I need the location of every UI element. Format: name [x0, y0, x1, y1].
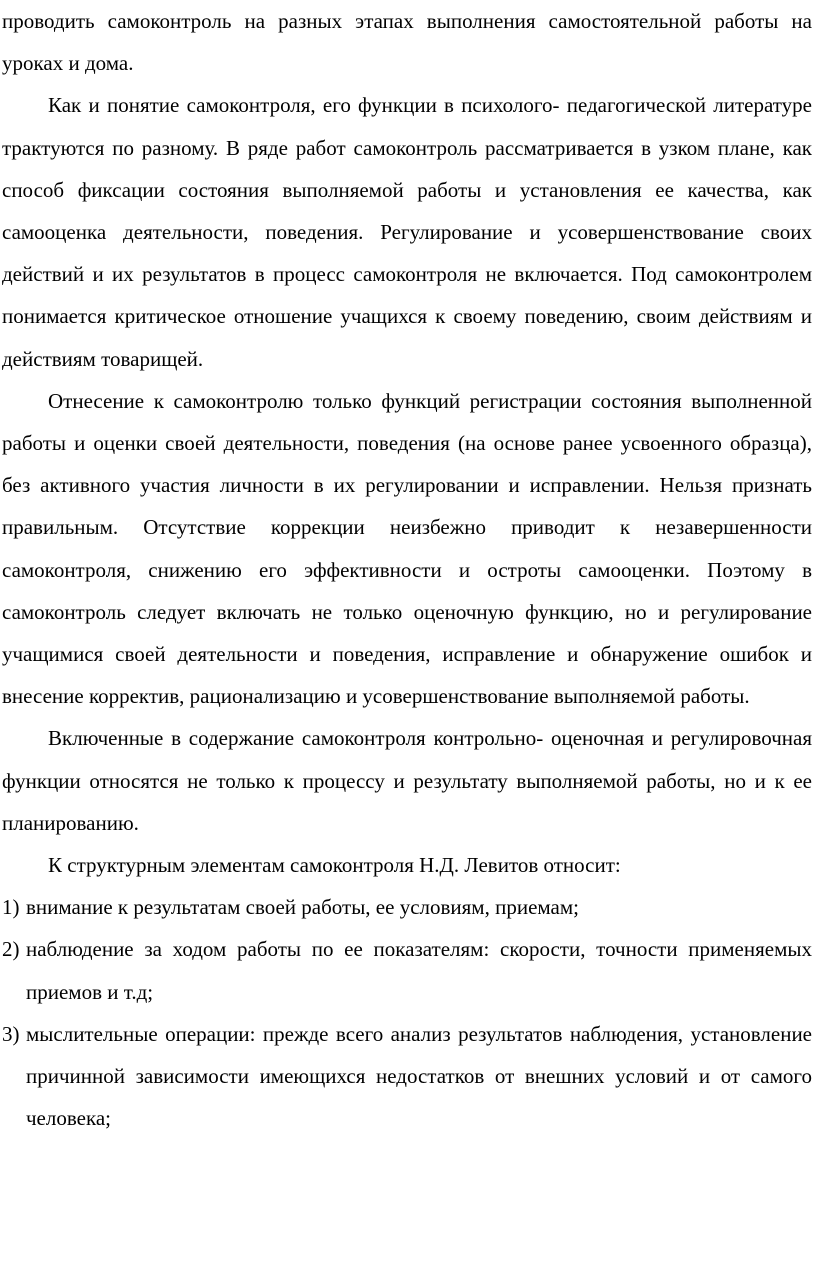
list-item-number: 1)	[2, 895, 20, 920]
structural-elements-list	[2, 886, 812, 1139]
list-item	[2, 1013, 812, 1140]
paragraph-functions: Отнесение к самоконтролю только функций регистрации состояния выполненной работы и оценки своей деятельности, поведения (на основе ранее усвоенного образца), без активного участия личности в их регулировании и исправлении. Нельзя признать правильным. Отсутствие коррекции неизбежно приводит к незавершенности самоконтроля, снижению его эффективности и остроты самооценки. Поэтому в самоконтроль следует включать не только оценочную функцию, но и регулирование учащимися своей деятельности и поведения, исправление и обнаружение ошибок и внесение корректив, рационализацию и усовершенствование выполняемой работы.	[2, 388, 812, 709]
list-item-number: 2)	[2, 937, 20, 962]
list-item-text: внимание к результатам своей работы, ее условиям, приемам;	[26, 895, 579, 920]
paragraph-concept: Как и понятие самоконтроля, его функции в психолого- педагогической литературе трактуются по разному. В ряде работ самоконтроль рассматривается в узком плане, как способ фиксации состояния выполняемой работы и установления ее качества, как самооценка деятельности, поведения. Регулирование и усовершенствование своих действий и их результатов в процесс самоконтроля не включается. Под самоконтролем понимается критическое отношение учащихся к своему поведению, своим действиям и действиям товарищей.	[2, 93, 812, 371]
paragraph-structure-intro: К структурным элементам самоконтроля Н.Д. Левитов относит:	[48, 853, 621, 878]
paragraph-continuation: проводить самоконтроль на разных этапах выполнения самостоятельной работы на уроках и дома.	[2, 9, 812, 76]
list-item-text: наблюдение за ходом работы по ее показателям: скорости, точности применяемых приемов и т.д;	[26, 937, 812, 1004]
list-item-number: 3)	[2, 1021, 20, 1046]
list-item	[2, 886, 812, 928]
list-item	[2, 928, 812, 1012]
paragraph-regulatory: Включенные в содержание самоконтроля контрольно- оценочная и регулировочная функции относятся не только к процессу и результату выполняемой работы, но и к ее планированию.	[2, 726, 812, 835]
list-item-text: мыслительные операции: прежде всего анализ результатов наблюдения, установление причинной зависимости имеющихся недостатков от внешних условий и от самого человека;	[26, 1021, 812, 1131]
